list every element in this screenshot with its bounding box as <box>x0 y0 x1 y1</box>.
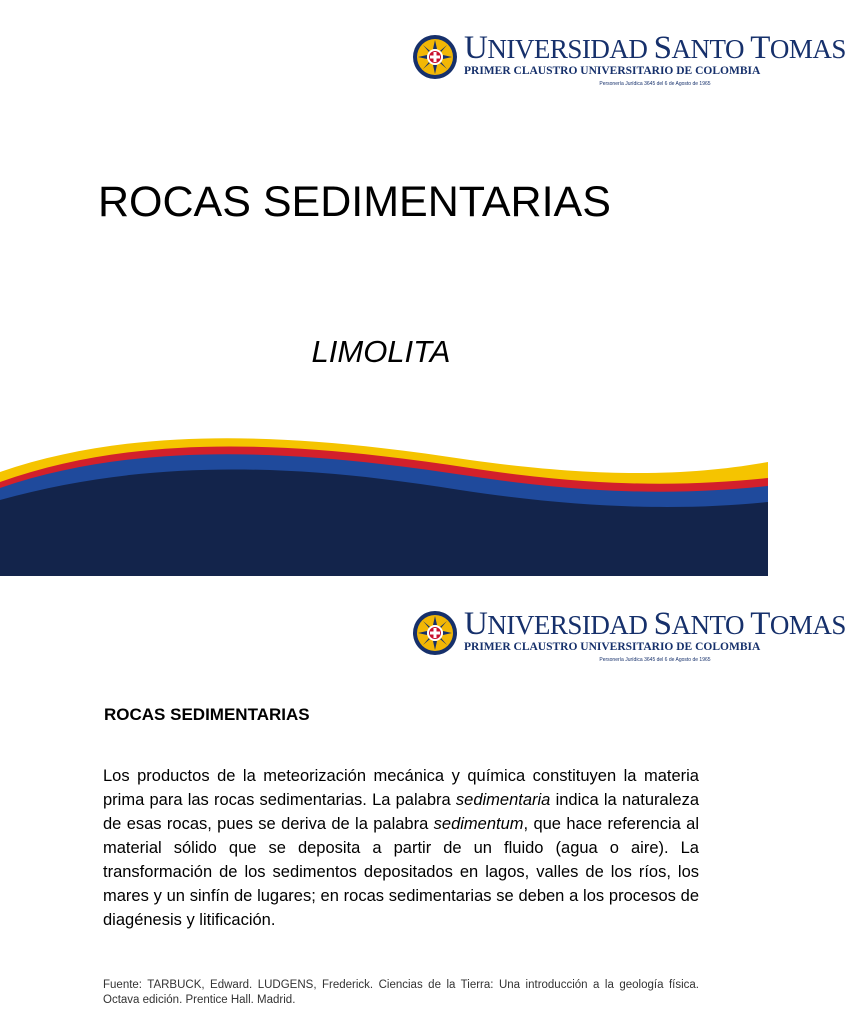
university-name: UNIVERSIDAD SANTO TOMAS <box>464 606 846 642</box>
source-citation: Fuente: TARBUCK, Edward. LUDGENS, Frederick. Ciencias de la Tierra: Una introducción a la geología física. Octava edición. Prentice Hall. Madrid. <box>103 979 699 1006</box>
university-seal-icon <box>412 610 458 656</box>
university-legal-text: Personería Jurídica 3645 del 6 de Agosto de 1965 <box>599 657 711 663</box>
university-tagline: PRIMER CLAUSTRO UNIVERSITARIO DE COLOMBIA <box>464 65 761 77</box>
slide-subtitle: LIMOLITA <box>311 334 451 369</box>
slide-title: ROCAS SEDIMENTARIAS <box>98 178 611 226</box>
university-logo <box>412 606 846 664</box>
emphasis-sedimentum: sedimentum <box>433 815 524 833</box>
university-legal-text: Personería Jurídica 3645 del 6 de Agosto de 1965 <box>599 81 711 87</box>
body-paragraph: Los productos de la meteorización mecánica y química constituyen la materia prima para las rocas sedimentarias. La palabra sedimentaria indica la naturaleza de esas rocas, pues se deriva de la palabra sedimentum, que hace referencia al material sólido que se deposita a partir de un fluido (agua o aire). La transformación de los sedimentos depositados en lagos, valles de los ríos, los mares y un sinfín de lugares; en rocas sedimentarias se deben a los procesos de diagénesis y litificación. <box>103 767 700 929</box>
content-slide <box>0 582 846 1024</box>
university-name: UNIVERSIDAD SANTO TOMAS <box>464 30 846 66</box>
university-tagline: PRIMER CLAUSTRO UNIVERSITARIO DE COLOMBIA <box>464 641 761 653</box>
emphasis-sedimentaria: sedimentaria <box>455 791 551 809</box>
university-seal-icon <box>412 34 458 80</box>
section-heading: ROCAS SEDIMENTARIAS <box>104 705 310 724</box>
university-logo <box>412 30 846 88</box>
decorative-wave <box>0 430 768 576</box>
